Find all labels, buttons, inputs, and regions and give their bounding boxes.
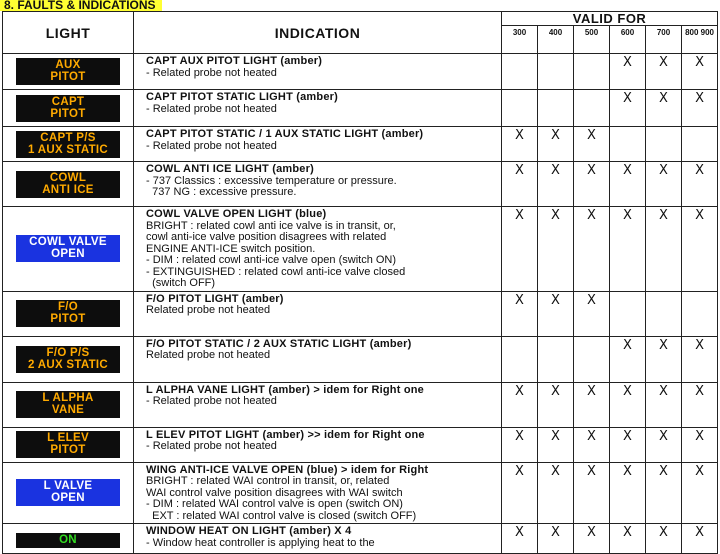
table-row	[3, 207, 718, 292]
validity-cell-400	[538, 336, 574, 382]
validity-cell-700	[646, 462, 682, 524]
validity-cell-800-900	[682, 90, 718, 127]
validity-cell-300	[502, 462, 538, 524]
indication-title: F/O PITOT LIGHT (amber)	[146, 292, 284, 305]
faults-table	[2, 11, 718, 554]
light-column-header: LIGHT	[3, 12, 134, 54]
indication-line: - Related probe not heated	[146, 395, 277, 407]
version-header-0: 300	[502, 26, 538, 54]
validity-cell-400	[538, 207, 574, 292]
validity-cell-800-900	[682, 336, 718, 382]
indication-line: - Related probe not heated	[146, 102, 277, 115]
indication-line: - Related probe not heated	[146, 440, 277, 452]
table-row	[3, 382, 718, 427]
validity-cell-700	[646, 162, 682, 207]
validity-cell-400	[538, 291, 574, 336]
validity-cell-300	[502, 524, 538, 554]
light-cell	[3, 291, 134, 336]
indication-title: COWL ANTI ICE LIGHT (amber)	[146, 163, 314, 175]
annunciator-label: L VALVE	[43, 480, 93, 493]
light-cell	[3, 90, 134, 127]
table-row	[3, 127, 718, 162]
table-row	[3, 524, 718, 554]
indication-line: - EXTINGUISHED : related cowl anti-ice valve closed	[146, 265, 406, 278]
table-row	[3, 90, 718, 127]
validity-cell-800-900	[682, 427, 718, 462]
indication-cell	[134, 162, 502, 207]
validity-mark: X	[659, 383, 668, 399]
validity-mark: X	[623, 383, 632, 399]
validity-cell-600	[610, 382, 646, 427]
validity-cell-700	[646, 291, 682, 336]
validity-mark: X	[587, 463, 596, 479]
validity-cell-600	[610, 54, 646, 90]
indication-line: BRIGHT : related cowl anti ice valve is in transit, or,	[146, 219, 396, 232]
annunciator-label: AUX	[55, 59, 81, 71]
annunciator-label: PITOT	[50, 71, 86, 83]
annunciator-light	[16, 346, 120, 373]
validity-mark: X	[623, 463, 632, 479]
validity-mark: X	[515, 128, 524, 143]
validity-cell-500	[574, 127, 610, 162]
version-header-4: 700	[646, 26, 682, 54]
version-header-1: 400	[538, 26, 574, 54]
light-cell	[3, 524, 134, 554]
validity-mark: X	[551, 208, 560, 223]
validity-cell-700	[646, 90, 682, 127]
validity-cell-400	[538, 162, 574, 207]
validity-mark: X	[623, 91, 632, 106]
annunciator-light	[16, 171, 120, 198]
light-cell	[3, 54, 134, 90]
validity-cell-500	[574, 162, 610, 207]
validity-cell-600	[610, 291, 646, 336]
validity-mark: X	[587, 163, 596, 178]
table-row	[3, 291, 718, 336]
validity-cell-800-900	[682, 54, 718, 90]
validity-mark: X	[695, 428, 704, 444]
indication-line: - 737 Classics : excessive temperature or pressure.	[146, 174, 397, 187]
validity-mark: X	[515, 292, 524, 308]
validity-mark: X	[551, 292, 560, 308]
indication-line: Related probe not heated	[146, 349, 271, 361]
table-row	[3, 54, 718, 90]
validity-cell-700	[646, 336, 682, 382]
indication-line: (switch OFF)	[146, 277, 216, 289]
validity-cell-500	[574, 207, 610, 292]
indication-line: ENGINE ANTI-ICE switch position.	[146, 242, 316, 255]
indication-line: BRIGHT : related WAI control in transit, or, related	[146, 475, 390, 487]
annunciator-label: COWL VALVE	[29, 236, 107, 249]
indication-cell	[134, 127, 502, 162]
indication-cell	[134, 90, 502, 127]
indication-title: CAPT AUX PITOT LIGHT (amber)	[146, 55, 323, 67]
annunciator-label: F/O	[57, 301, 79, 313]
validity-mark: X	[695, 91, 704, 106]
validity-mark: X	[587, 525, 596, 540]
annunciator-label: ON	[59, 533, 77, 546]
annunciator-light	[16, 131, 120, 158]
validity-cell-400	[538, 90, 574, 127]
table-row	[3, 427, 718, 462]
validity-cell-800-900	[682, 462, 718, 524]
light-cell	[3, 207, 134, 292]
indication-line: - Related probe not heated	[146, 139, 277, 152]
indication-title: WINDOW HEAT ON LIGHT (amber) X 4	[146, 525, 352, 537]
validity-mark: X	[695, 163, 704, 178]
validity-cell-700	[646, 382, 682, 427]
annunciator-label: 1 AUX STATIC	[27, 143, 109, 156]
version-header-5: 800 900	[682, 26, 718, 54]
valid-for-header: VALID FOR	[502, 12, 718, 26]
validity-cell-400	[538, 54, 574, 90]
validity-cell-800-900	[682, 207, 718, 292]
validity-cell-600	[610, 524, 646, 554]
validity-cell-300	[502, 336, 538, 382]
validity-mark: X	[695, 463, 704, 479]
validity-mark: X	[515, 163, 524, 178]
validity-mark: X	[587, 383, 596, 399]
validity-mark: X	[623, 337, 632, 353]
annunciator-light	[16, 391, 120, 418]
annunciator-label: F/O P/S	[46, 346, 90, 359]
validity-cell-600	[610, 207, 646, 292]
annunciator-light	[16, 95, 120, 122]
indication-line: - Window heat controller is applying heat to the	[146, 536, 375, 549]
validity-mark: X	[695, 208, 704, 223]
validity-mark: X	[587, 428, 596, 444]
validity-cell-600	[610, 127, 646, 162]
annunciator-label: OPEN	[51, 248, 85, 261]
validity-cell-400	[538, 427, 574, 462]
validity-cell-400	[538, 462, 574, 524]
section-title: 8. FAULTS & INDICATIONS	[0, 0, 162, 11]
table-row	[3, 462, 718, 524]
validity-mark: X	[659, 163, 668, 178]
validity-cell-400	[538, 524, 574, 554]
validity-cell-600	[610, 336, 646, 382]
validity-mark: X	[515, 383, 524, 399]
validity-cell-500	[574, 54, 610, 90]
validity-mark: X	[695, 383, 704, 399]
annunciator-label: 2 AUX STATIC	[27, 358, 109, 371]
validity-mark: X	[515, 463, 524, 479]
validity-cell-700	[646, 127, 682, 162]
validity-cell-500	[574, 291, 610, 336]
validity-cell-800-900	[682, 382, 718, 427]
version-header-3: 600	[610, 26, 646, 54]
indication-cell	[134, 462, 502, 524]
validity-cell-500	[574, 382, 610, 427]
validity-mark: X	[659, 55, 668, 70]
validity-mark: X	[695, 337, 704, 353]
annunciator-label: PITOT	[50, 313, 86, 325]
validity-cell-700	[646, 54, 682, 90]
indication-line: cowl anti-ice valve position disagrees with related	[146, 231, 387, 243]
light-cell	[3, 462, 134, 524]
indication-cell	[134, 524, 502, 554]
validity-mark: X	[623, 428, 632, 444]
indication-title: CAPT PITOT STATIC / 1 AUX STATIC LIGHT (amber)	[146, 128, 424, 140]
validity-mark: X	[551, 163, 560, 178]
validity-mark: X	[623, 163, 632, 178]
validity-mark: X	[551, 463, 560, 479]
validity-cell-300	[502, 291, 538, 336]
validity-cell-800-900	[682, 291, 718, 336]
validity-cell-300	[502, 207, 538, 292]
validity-mark: X	[659, 525, 668, 540]
annunciator-light	[16, 58, 120, 85]
indication-column-header: INDICATION	[134, 12, 502, 54]
validity-cell-300	[502, 382, 538, 427]
validity-cell-800-900	[682, 524, 718, 554]
validity-cell-400	[538, 127, 574, 162]
annunciator-light	[16, 479, 120, 506]
light-cell	[3, 427, 134, 462]
indication-cell	[134, 207, 502, 292]
indication-cell	[134, 54, 502, 90]
validity-cell-300	[502, 54, 538, 90]
annunciator-label: L ELEV	[47, 432, 89, 444]
annunciator-label: CAPT P/S	[40, 131, 96, 144]
validity-mark: X	[695, 55, 704, 70]
indication-line: - DIM : related WAI control valve is open (switch ON)	[146, 498, 403, 510]
validity-mark: X	[515, 525, 524, 540]
annunciator-label: CAPT	[51, 95, 85, 108]
annunciator-light	[16, 533, 120, 548]
version-header-2: 500	[574, 26, 610, 54]
validity-cell-700	[646, 427, 682, 462]
validity-mark: X	[695, 525, 704, 540]
validity-cell-600	[610, 90, 646, 127]
validity-cell-300	[502, 127, 538, 162]
validity-cell-800-900	[682, 127, 718, 162]
validity-cell-500	[574, 524, 610, 554]
validity-cell-300	[502, 90, 538, 127]
validity-mark: X	[551, 128, 560, 143]
validity-cell-300	[502, 162, 538, 207]
validity-mark: X	[659, 463, 668, 479]
validity-cell-600	[610, 162, 646, 207]
annunciator-label: ANTI ICE	[42, 183, 94, 196]
indication-cell	[134, 336, 502, 382]
validity-mark: X	[659, 208, 668, 223]
annunciator-light	[16, 431, 120, 458]
light-cell	[3, 127, 134, 162]
validity-mark: X	[587, 292, 596, 308]
validity-cell-700	[646, 524, 682, 554]
annunciator-label: OPEN	[51, 492, 85, 505]
indication-cell	[134, 382, 502, 427]
light-cell	[3, 336, 134, 382]
validity-mark: X	[659, 91, 668, 106]
validity-cell-500	[574, 90, 610, 127]
validity-cell-300	[502, 427, 538, 462]
validity-mark: X	[587, 208, 596, 223]
annunciator-label: PITOT	[50, 444, 86, 456]
light-cell	[3, 382, 134, 427]
validity-mark: X	[623, 525, 632, 540]
validity-cell-600	[610, 427, 646, 462]
indication-line: EXT : related WAI control valve is closed (switch OFF)	[146, 509, 417, 522]
indication-cell	[134, 427, 502, 462]
validity-mark: X	[551, 383, 560, 399]
indication-title: L ALPHA VANE LIGHT (amber) > idem for Right one	[146, 383, 424, 396]
validity-mark: X	[551, 428, 560, 444]
annunciator-light	[16, 235, 120, 262]
indication-line: Related probe not heated	[146, 304, 271, 316]
indication-title: L ELEV PITOT LIGHT (amber) >> idem for Right one	[146, 428, 425, 441]
validity-mark: X	[587, 128, 596, 143]
light-cell	[3, 162, 134, 207]
validity-mark: X	[659, 428, 668, 444]
validity-mark: X	[551, 525, 560, 540]
table-row	[3, 162, 718, 207]
table-row	[3, 336, 718, 382]
validity-cell-600	[610, 462, 646, 524]
annunciator-label: PITOT	[50, 107, 86, 120]
annunciator-label: L ALPHA	[42, 392, 94, 404]
validity-cell-500	[574, 427, 610, 462]
validity-mark: X	[515, 208, 524, 223]
validity-cell-800-900	[682, 162, 718, 207]
indication-title: F/O PITOT STATIC / 2 AUX STATIC LIGHT (amber)	[146, 337, 412, 350]
validity-cell-500	[574, 336, 610, 382]
validity-mark: X	[623, 55, 632, 70]
annunciator-label: COWL	[49, 171, 87, 184]
validity-mark: X	[515, 428, 524, 444]
validity-mark: X	[623, 208, 632, 223]
indication-title: COWL VALVE OPEN LIGHT (blue)	[146, 208, 327, 220]
validity-cell-400	[538, 382, 574, 427]
indication-line: - Related probe not heated	[146, 66, 277, 79]
indication-line: 737 NG : excessive pressure.	[146, 186, 297, 198]
indication-title: CAPT PITOT STATIC LIGHT (amber)	[146, 91, 338, 103]
indication-line: - DIM : related cowl anti-ice valve open (switch ON)	[146, 254, 397, 266]
indication-cell	[134, 291, 502, 336]
indication-title: WING ANTI-ICE VALVE OPEN (blue) > idem for Right	[146, 463, 429, 476]
annunciator-light	[16, 300, 120, 327]
validity-mark: X	[659, 337, 668, 353]
validity-cell-500	[574, 462, 610, 524]
validity-cell-700	[646, 207, 682, 292]
indication-line: WAI control valve position disagrees with WAI switch	[146, 486, 403, 499]
annunciator-label: VANE	[51, 404, 85, 416]
